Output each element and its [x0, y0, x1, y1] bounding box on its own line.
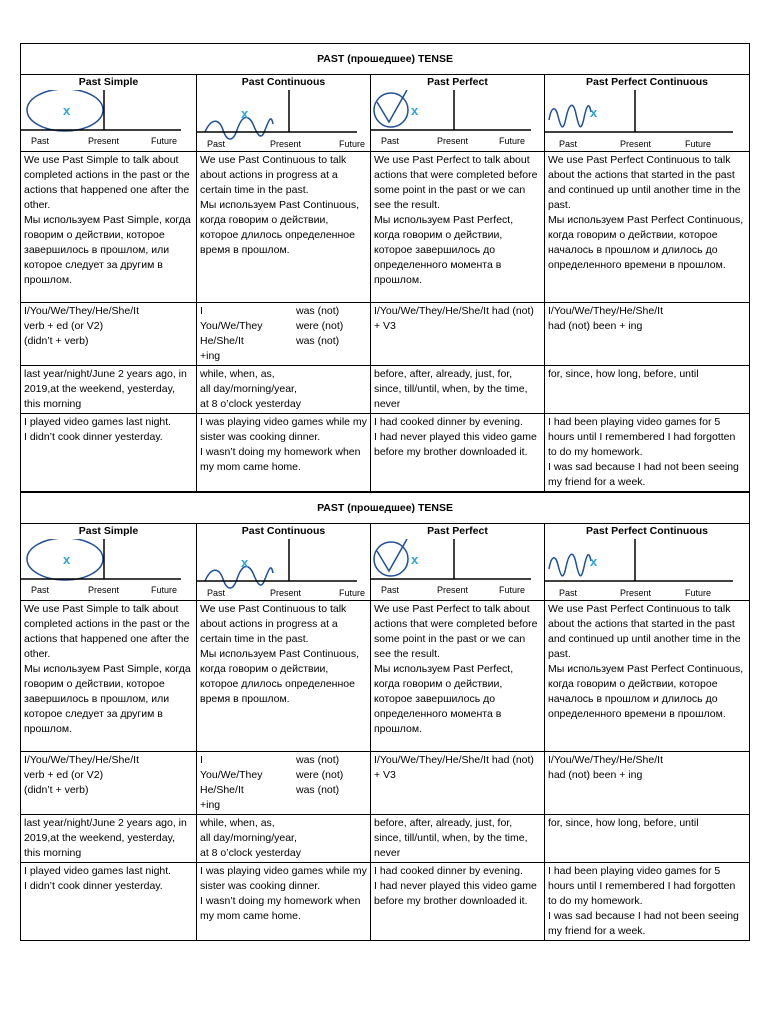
- duration-wave: [549, 105, 591, 127]
- signal-words-cell: [371, 815, 545, 863]
- description-text: We use Past Perfect Continuous to talk about the actions that started in the past and continued up until another time in the past. Мы используем Past Perfect Continuous, когда говорим о действии, которое началось в прошлом и длилось до определенного времени в прошлом.: [548, 603, 744, 720]
- event-mark: x: [590, 105, 598, 120]
- label-present: Present: [437, 136, 469, 146]
- table-title: PAST (прошедшее) TENSE: [21, 44, 750, 75]
- signal-words-text: before, after, already, just, for, since, till/until, when, by the time, never: [374, 368, 528, 410]
- description-cell: [197, 601, 371, 752]
- formula-verb: was (not): [296, 305, 340, 317]
- timeline-diagram: [371, 90, 545, 150]
- formula-grid: [200, 753, 367, 798]
- tense-table: [20, 492, 750, 941]
- signal-words-cell: [545, 366, 750, 414]
- signal-words-cell: [21, 815, 197, 863]
- description-cell: [21, 601, 197, 752]
- diagram-past-perfect: [371, 75, 545, 152]
- examples-cell: [197, 863, 371, 941]
- description-text: We use Past Perfect to talk about actions that were completed before some point in the past or we can see the result. Мы используем Past Perfect, когда говорим о действии, которое завершилось до определенного момента в прошлом.: [374, 154, 538, 286]
- timeline-diagram: [197, 90, 371, 150]
- label-future: Future: [499, 585, 526, 595]
- signal-words-cell: [545, 815, 750, 863]
- formula-cell: [197, 303, 371, 366]
- formula-verb: were (not): [296, 769, 344, 781]
- column-name: Past Simple: [78, 76, 139, 88]
- completion-check: [377, 539, 407, 571]
- examples-text: I had been playing video games for 5 hours until I remembered I had forgotten to do my homework. I was sad because I had not been seeing my friend for a week.: [548, 416, 739, 488]
- label-future: Future: [339, 139, 366, 149]
- description-cell: [371, 152, 545, 303]
- description-text: We use Past Continuous to talk about actions in progress at a certain time in the past. Мы используем Past Continuous, когда говорим о действии, которое длилось определенное время в прошлом.: [200, 154, 359, 256]
- label-present: Present: [437, 585, 469, 595]
- diagram-past-perfect: [371, 524, 545, 601]
- signal-words-text: before, after, already, just, for, since, till/until, when, by the time, never: [374, 817, 528, 859]
- column-name: Past Continuous: [241, 76, 326, 88]
- column-name: Past Simple: [78, 525, 139, 537]
- label-present: Present: [270, 588, 302, 598]
- formula-tail: +ing: [200, 350, 221, 362]
- formula-text: I/You/We/They/He/She/It had (not) + V3: [374, 305, 534, 332]
- label-present: Present: [88, 585, 120, 595]
- formula-subject: I: [200, 305, 203, 317]
- signal-words-text: last year/night/June 2 years ago, in 2019,at the weekend, yesterday, this morning: [24, 817, 187, 859]
- description-text: We use Past Simple to talk about completed actions in the past or the actions that happened one after the other. Мы используем Past Simple, когда говорим о действии, которое завершилось в прошлом, или которое следует за другим в прошлом.: [24, 154, 191, 286]
- formula-text: I/You/We/They/He/She/It verb + ed (or V2) (didn’t + verb): [24, 754, 139, 796]
- column-name: Past Perfect: [427, 525, 488, 537]
- formula-subject: You/We/They: [200, 320, 263, 332]
- formula-cell: [21, 303, 197, 366]
- formula-verb: were (not): [296, 320, 344, 332]
- duration-wave: [205, 117, 273, 139]
- examples-cell: [371, 863, 545, 941]
- signal-words-cell: [197, 815, 371, 863]
- worksheet: [20, 43, 749, 941]
- label-past: Past: [207, 139, 226, 149]
- label-future: Future: [685, 139, 712, 149]
- description-cell: [545, 601, 750, 752]
- column-name: Past Perfect: [427, 76, 488, 88]
- examples-cell: [545, 863, 750, 941]
- label-present: Present: [620, 588, 652, 598]
- label-future: Future: [685, 588, 712, 598]
- formula-verb: was (not): [296, 784, 340, 796]
- examples-cell: [545, 414, 750, 492]
- description-text: We use Past Perfect to talk about actions that were completed before some point in the past or we can see the result. Мы используем Past Perfect, когда говорим о действии, которое завершилось до определенного момента в прошлом.: [374, 603, 538, 735]
- formula-text: I/You/We/They/He/She/It had (not) + V3: [374, 754, 534, 781]
- column-name: Past Continuous: [241, 525, 326, 537]
- event-mark: x: [411, 552, 419, 567]
- label-past: Past: [207, 588, 226, 598]
- formula-grid: [200, 304, 367, 349]
- signal-words-text: while, when, as, all day/morning/year, at 8 o’clock yesterday: [200, 817, 301, 859]
- label-present: Present: [270, 139, 302, 149]
- label-present: Present: [620, 139, 652, 149]
- event-mark: x: [590, 554, 598, 569]
- tense-table: [20, 43, 750, 492]
- description-text: We use Past Perfect Continuous to talk about the actions that started in the past and continued up until another time in the past. Мы используем Past Perfect Continuous, когда говорим о действии, которое началось в прошлом и длилось до определенного времени в прошлом.: [548, 154, 744, 271]
- signal-words-text: last year/night/June 2 years ago, in 2019,at the weekend, yesterday, this morning: [24, 368, 187, 410]
- examples-text: I had cooked dinner by evening. I had never played this video game before my brother downloaded it.: [374, 416, 537, 458]
- label-past: Past: [31, 585, 50, 595]
- description-cell: [371, 601, 545, 752]
- timeline-diagram: [21, 90, 197, 150]
- label-future: Future: [151, 585, 178, 595]
- examples-text: I played video games last night. I didn’t cook dinner yesterday.: [24, 865, 172, 892]
- formula-cell: [545, 303, 750, 366]
- description-text: We use Past Continuous to talk about actions in progress at a certain time in the past. Мы используем Past Continuous, когда говорим о действии, которое длилось определенное время в прошлом.: [200, 603, 359, 705]
- completion-check: [377, 90, 407, 122]
- event-mark: x: [241, 106, 249, 121]
- signal-words-cell: [197, 366, 371, 414]
- column-name: Past Perfect Continuous: [586, 525, 708, 537]
- event-mark: x: [241, 555, 249, 570]
- formula-cell: [197, 752, 371, 815]
- formula-cell: [371, 752, 545, 815]
- formula-verb: was (not): [296, 335, 340, 347]
- label-future: Future: [339, 588, 366, 598]
- examples-cell: [197, 414, 371, 492]
- diagram-past-simple: [21, 524, 197, 601]
- event-mark: x: [411, 103, 419, 118]
- signal-words-cell: [21, 366, 197, 414]
- timeline-diagram: [371, 539, 545, 599]
- label-past: Past: [559, 139, 578, 149]
- diagram-past-perfect-continuous: [545, 524, 750, 601]
- formula-text: I/You/We/They/He/She/It had (not) been + ing: [548, 305, 663, 332]
- duration-wave: [549, 554, 591, 576]
- formula-subject: He/She/It: [200, 335, 244, 347]
- diagram-past-perfect-continuous: [545, 75, 750, 152]
- label-future: Future: [499, 136, 526, 146]
- examples-text: I played video games last night. I didn’t cook dinner yesterday.: [24, 416, 172, 443]
- signal-words-cell: [371, 366, 545, 414]
- formula-text: I/You/We/They/He/She/It had (not) been + ing: [548, 754, 663, 781]
- formula-tail: +ing: [200, 799, 221, 811]
- diagram-past-continuous: [197, 524, 371, 601]
- description-cell: [197, 152, 371, 303]
- formula-subject: I: [200, 754, 203, 766]
- examples-text: I was playing video games while my sister was cooking dinner. I wasn’t doing my homework when my mom came home.: [200, 865, 367, 922]
- label-future: Future: [151, 136, 178, 146]
- label-past: Past: [381, 136, 400, 146]
- formula-verb: was (not): [296, 754, 340, 766]
- signal-words-text: for, since, how long, before, until: [548, 368, 699, 380]
- description-cell: [545, 152, 750, 303]
- label-past: Past: [381, 585, 400, 595]
- event-mark: x: [63, 552, 71, 567]
- examples-text: I was playing video games while my sister was cooking dinner. I wasn’t doing my homework when my mom came home.: [200, 416, 367, 473]
- table-title: PAST (прошедшее) TENSE: [21, 493, 750, 524]
- timeline-diagram: [21, 539, 197, 599]
- timeline-diagram: [197, 539, 371, 599]
- signal-words-text: for, since, how long, before, until: [548, 817, 699, 829]
- signal-words-text: while, when, as, all day/morning/year, at 8 o’clock yesterday: [200, 368, 301, 410]
- formula-cell: [371, 303, 545, 366]
- formula-text: I/You/We/They/He/She/It verb + ed (or V2) (didn’t + verb): [24, 305, 139, 347]
- examples-cell: [371, 414, 545, 492]
- diagram-past-continuous: [197, 75, 371, 152]
- column-name: Past Perfect Continuous: [586, 76, 708, 88]
- label-past: Past: [31, 136, 50, 146]
- formula-cell: [545, 752, 750, 815]
- examples-cell: [21, 863, 197, 941]
- examples-cell: [21, 414, 197, 492]
- formula-subject: You/We/They: [200, 769, 263, 781]
- diagram-past-simple: [21, 75, 197, 152]
- timeline-diagram: [545, 539, 750, 599]
- label-present: Present: [88, 136, 120, 146]
- event-mark: x: [63, 103, 71, 118]
- examples-text: I had been playing video games for 5 hours until I remembered I had forgotten to do my homework. I was sad because I had not been seeing my friend for a week.: [548, 865, 739, 937]
- formula-cell: [21, 752, 197, 815]
- formula-subject: He/She/It: [200, 784, 244, 796]
- duration-wave: [205, 566, 273, 588]
- examples-text: I had cooked dinner by evening. I had never played this video game before my brother downloaded it.: [374, 865, 537, 907]
- description-text: We use Past Simple to talk about completed actions in the past or the actions that happened one after the other. Мы используем Past Simple, когда говорим о действии, которое завершилось в прошлом, или которое следует за другим в прошлом.: [24, 603, 191, 735]
- timeline-diagram: [545, 90, 750, 150]
- label-past: Past: [559, 588, 578, 598]
- description-cell: [21, 152, 197, 303]
